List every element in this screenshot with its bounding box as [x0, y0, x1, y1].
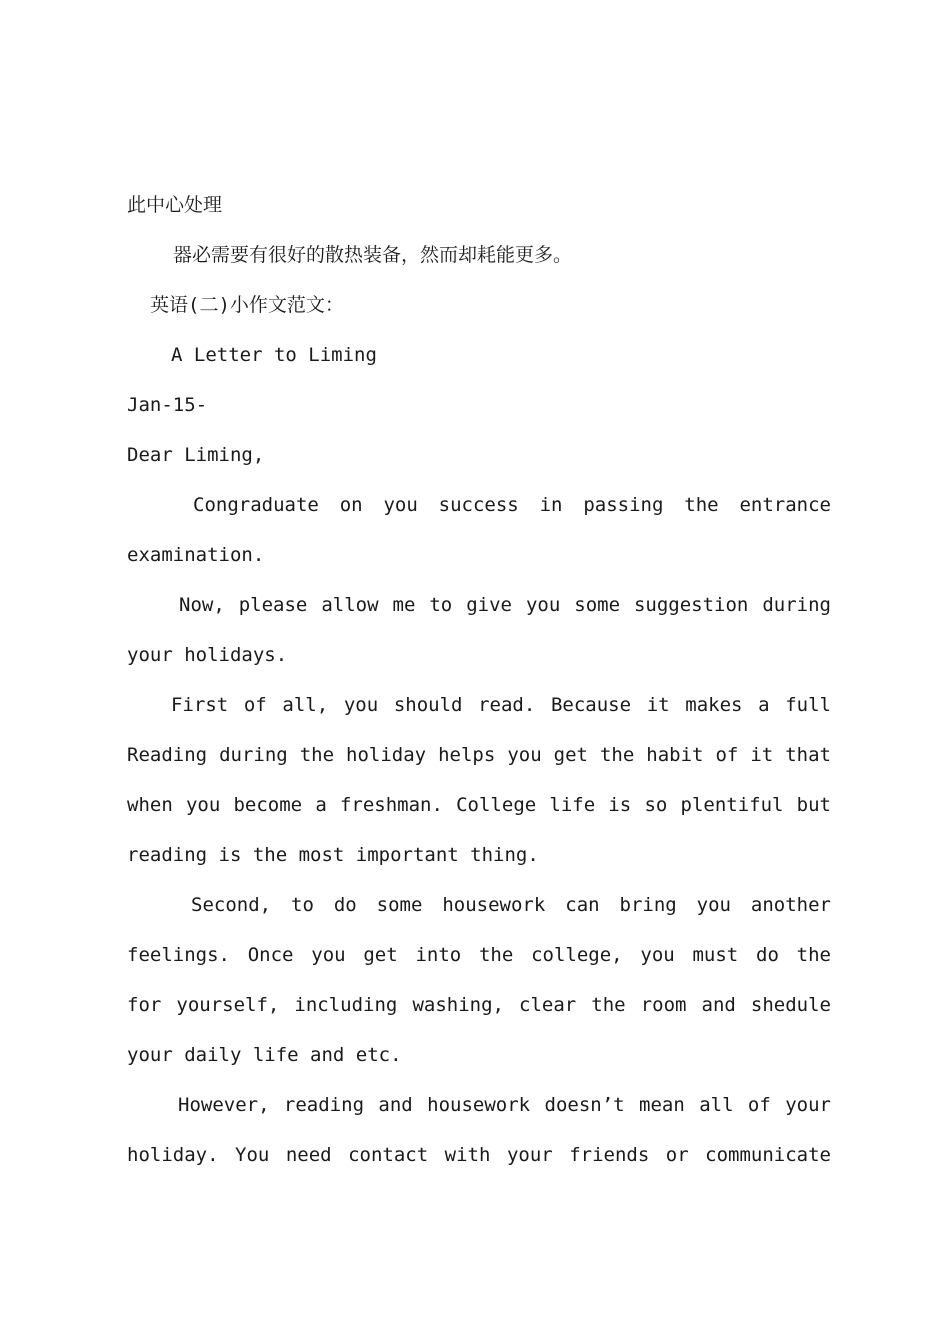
text-line: 英语(二)小作文范文： [150, 294, 344, 316]
text-line: examination. [127, 544, 265, 566]
text-line: 器必需要有很好的散热装备，然而却耗能更多。 [173, 244, 573, 266]
text-line: Congraduate on you success in passing the entrance [193, 494, 831, 516]
text-line: 此中心处理 [127, 194, 223, 216]
document-heading: A Letter to Liming [171, 344, 377, 366]
letter-date: Jan-15- [127, 394, 208, 416]
text-line: Now, please allow me to give you some suggestion during [179, 594, 831, 616]
text-line: holiday. You need contact with your friends or communicate [127, 1144, 831, 1166]
text-line: your holidays. [127, 644, 288, 666]
text-line: for yourself, including washing, clear the room and shedule [127, 994, 831, 1016]
text-line: your daily life and etc. [127, 1044, 402, 1066]
text-line: when you become a freshman. College life is so plentiful but [127, 794, 831, 816]
letter-salutation: Dear Liming, [127, 444, 265, 466]
text-line: feelings. Once you get into the college, you must do the [127, 944, 831, 966]
text-line: Reading during the holiday helps you get the habit of it that [127, 744, 831, 766]
text-line: However, reading and housework doesn’t mean all of your [178, 1094, 831, 1116]
text-line: First of all, you should read. Because it makes a full [171, 694, 831, 716]
document-body [127, 180, 831, 1180]
text-line: reading is the most important thing. [127, 844, 539, 866]
text-line: Second, to do some housework can bring you another [191, 894, 831, 916]
